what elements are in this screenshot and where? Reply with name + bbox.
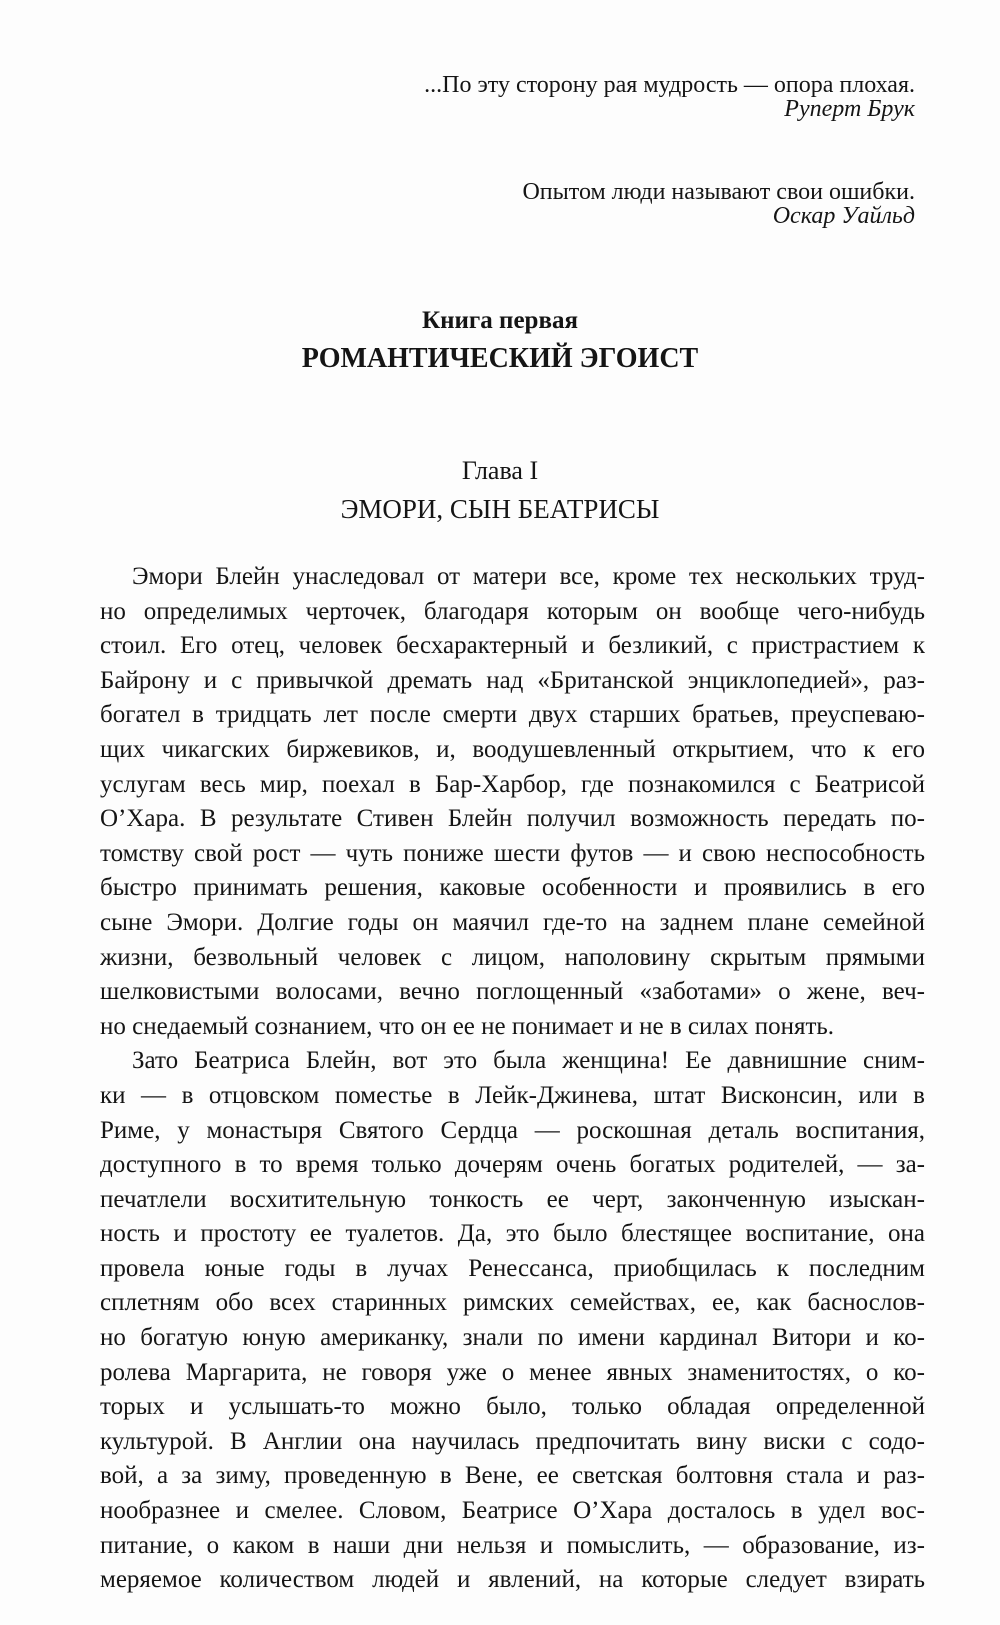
epigraph-2 [522,180,915,228]
text-line: ролева Маргарита, не говоря уже о менее явных знаменитостях, о ко- [100,1358,925,1386]
epigraph-author: Руперт Брук [784,96,915,122]
text-line: питание, о каком в наши дни нельзя и помыслить, — образование, из- [100,1531,925,1559]
epigraph-quote: ...По эту сторону рая мудрость — опора плохая. [424,72,915,98]
text-line: доступного в то время только дочерям очень богатых родителей, — за- [100,1151,925,1179]
text-line: ки — в отцовском поместье в Лейк-Джинева, штат Висконсин, или в [100,1081,925,1109]
text-line: провела юные годы в лучах Ренессанса, приобщилась к последним [100,1254,925,1282]
book-label: Книга первая [422,307,578,334]
text-line: Зато Беатриса Блейн, вот это была женщина! Ее давнишние сним- [132,1047,925,1075]
text-line: но богатую юную американку, знали по имени кардинал Витори и ко- [100,1324,925,1352]
text-line: Байрону и с привычкой дремать над «Британской энциклопедией», раз- [100,666,925,694]
text-line: ность и простоту ее туалетов. Да, это было блестящее воспитание, она [100,1220,925,1248]
epigraph-author: Оскар Уайльд [772,203,915,229]
text-line: О’Хара. В результате Стивен Блейн получил возможность передать по- [100,805,925,833]
epigraph-quote: Опытом люди называют свои ошибки. [522,179,915,205]
chapter-title: ЭМОРИ, СЫН БЕАТРИСЫ [340,494,660,524]
text-line: быстро принимать решения, каковые особенности и проявились в его [100,874,925,902]
text-line: нообразнее и смелее. Словом, Беатрисе О’Хара досталось в удел вос- [100,1497,925,1525]
text-line: Эмори Блейн унаследовал от матери все, кроме тех нескольких труд- [132,563,925,590]
text-line: стоил. Его отец, человек бесхарактерный и безликий, с пристрастием к [100,632,925,660]
text-line: меряемое количеством людей и явлений, на которые следует взирать [100,1566,925,1594]
text-line: вой, а за зиму, проведенную в Вене, ее светская болтовня стала и раз- [100,1462,925,1490]
text-line: жизни, безвольный человек с лицом, наполовину скрытым прямыми [100,943,925,971]
book-title: РОМАНТИЧЕСКИЙ ЭГОИСТ [301,343,699,374]
text-line: но снедаемый сознанием, что он ее не понимает и не в силах понять. [100,1012,835,1040]
text-line: но определимых черточек, благодаря которым он вообще чего-нибудь [100,597,925,625]
text-line: томству свой рост — чуть пониже шести футов — и свою неспособность [100,839,925,867]
text-line: услугам весь мир, поехал в Бар-Харбор, где познакомился с Беатрисой [100,770,925,798]
body-text [100,560,925,1598]
text-line: культурой. В Англии она научилась предпочитать вину виски с содо- [100,1427,925,1455]
text-line: сыне Эмори. Долгие годы он маячил где-то на заднем плане семейной [100,908,925,936]
text-line: щих чикагских биржевиков, и, воодушевленный открытием, что к его [100,735,925,763]
epigraph-1 [424,73,915,121]
text-line: торых и услышать-то можно было, только обладая определенной [100,1393,925,1421]
text-line: шелковистыми волосами, вечно поглощенный «заботами» о жене, веч- [100,978,925,1006]
text-line: богател в тридцать лет после смерти двух старших братьев, преуспеваю- [100,701,925,729]
text-line: печатлели восхитительную тонкость ее черт, законченную изыскан- [100,1185,925,1213]
text-line: сплетням обо всех старинных римских семействах, ее, как баснослов- [100,1289,925,1317]
text-line: Риме, у монастыря Святого Сердца — роскошная деталь воспитания, [100,1116,925,1144]
chapter-label: Глава I [461,456,539,485]
